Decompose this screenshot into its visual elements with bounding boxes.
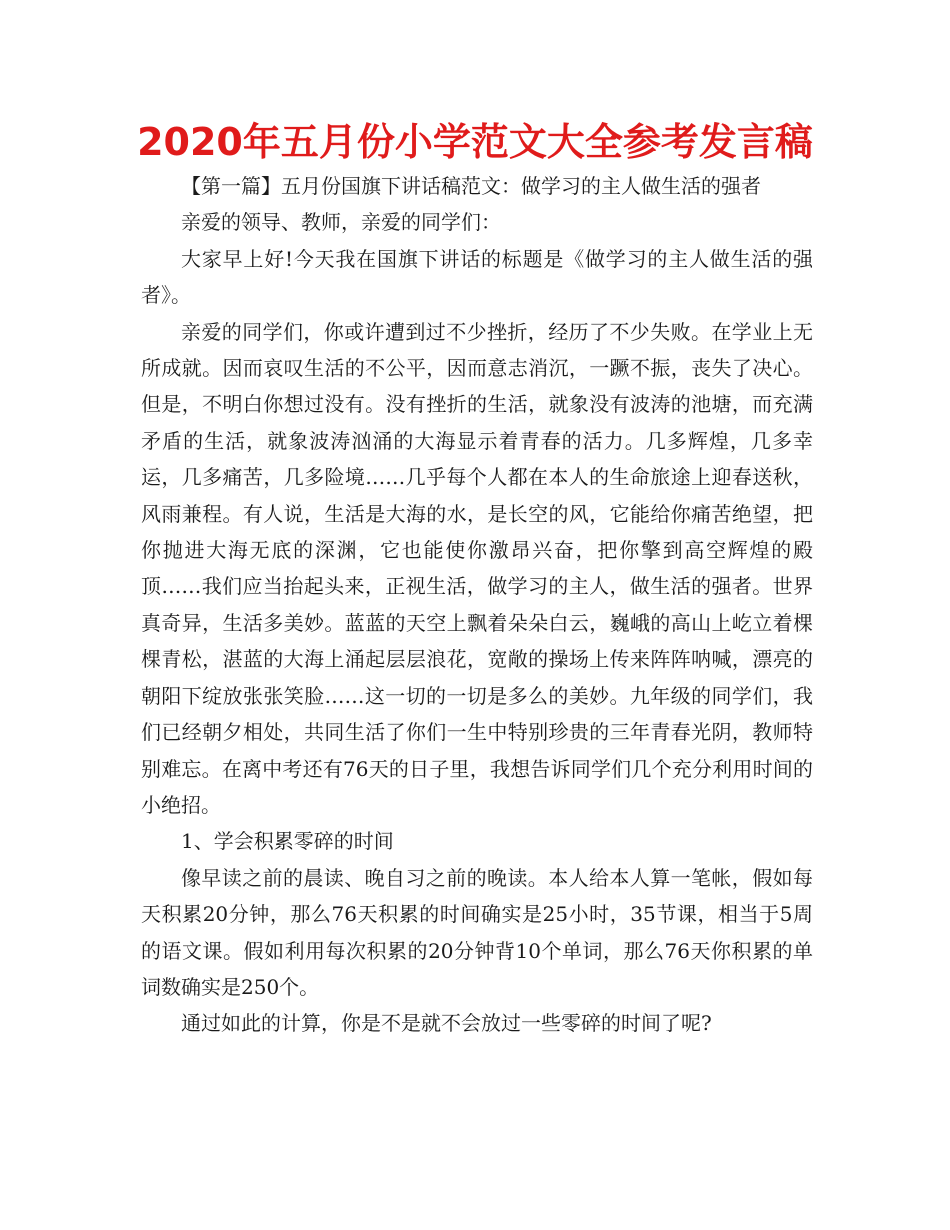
greeting-paragraph: 大家早上好!今天我在国旗下讲话的标题是《做学习的主人做生活的强者》。 (141, 246, 813, 308)
section-heading: 【第一篇】五月份国旗下讲话稿范文：做学习的主人做生活的强者 (181, 174, 761, 198)
salutation: 亲爱的领导、教师，亲爱的同学们： (181, 210, 501, 235)
document-body (141, 168, 813, 1042)
closing-question: 通过如此的计算，你是不是就不会放过一些零碎的时间了呢? (181, 1011, 712, 1036)
document-title: 2020年五月份小学范文大全参考发言稿 (137, 120, 813, 164)
tip-paragraph: 像早读之前的晨读、晚自习之前的晚读。本人给本人算一笔帐，假如每天积累20分钟，那么76天积累的时间确实是25小时，35节课，相当于5周的语文课。假如利用每次积累的20分钟背10个单词，那么76天你积累的单词数确实是250个。 (141, 865, 813, 999)
main-paragraph: 亲爱的同学们，你或许遭到过不少挫折，经历了不少失败。在学业上无所成就。因而哀叹生活的不公平，因而意志消沉，一蹶不振，丧失了决心。但是，不明白你想过没有。没有挫折的生活，就象没有波涛的池塘，而充满矛盾的生活，就象波涛汹涌的大海显示着青春的活力。几多辉煌，几多幸运，几多痛苦，几多险境……几乎每个人都在本人的生命旅途上迎春送秋，风雨兼程。有人说，生活是大海的水，是长空的风，它能给你痛苦绝望，把你抛进大海无底的深渊，它也能使你激昂兴奋，把你擎到高空辉煌的殿顶……我们应当抬起头来，正视生活，做学习的主人，做生活的强者。世界真奇异，生活多美妙。蓝蓝的天空上飘着朵朵白云，巍峨的高山上屹立着棵棵青松，湛蓝的大海上涌起层层浪花，宽敞的操场上传来阵阵呐喊，漂亮的朝阳下绽放张张笑脸……这一切的一切是多么的美妙。九年级的同学们，我们已经朝夕相处，共同生活了你们一生中特别珍贵的三年青春光阴，教师特别难忘。在离中考还有76天的日子里，我想告诉同学们几个充分利用时间的小绝招。 (141, 319, 813, 817)
tip-heading: 1、学会积累零碎的时间 (181, 829, 394, 854)
